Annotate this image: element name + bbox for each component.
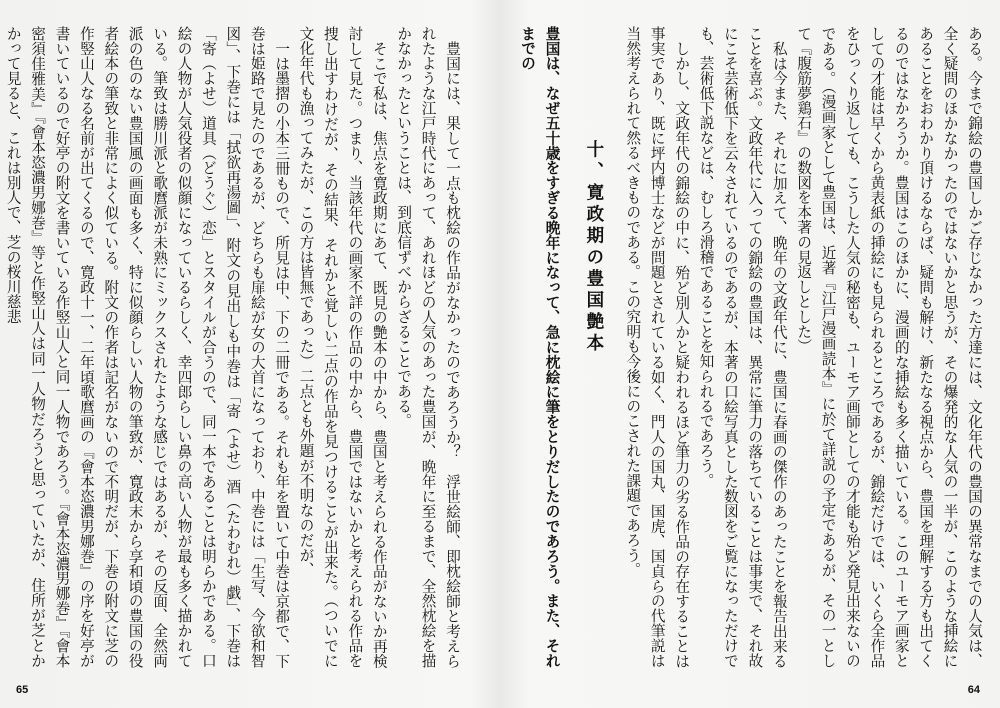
paragraph: 一は墨摺の小本三冊もので、所見は中、下の二冊である。それも年を置いて中巻は京都で、下巻は姫路で見たのであるが、どちらも扉絵が女の大首になっており、中巻には「生写、今欲和智図」、下巻には「拭欲再湯圖」、附文の見出しも中巻は「寄（よせ）酒（たわむれ）戯」、下巻は「寄（よせ）道具（どうぐ）恋」とスタイルが合うので、同一本であることは明らかである。口絵の人物が人気役者の似顔になっているらしく、幸四郎らしい鼻の高い人物が最も多く描かれている。筆致は勝川派と歌麿派が未熟にミックスされたような感じではあるが、その反面、全然両派の色のない豊国風の画面も多く、特に似顔らしい人物の筆致が、寛政末から享和頃の豊国の役者絵本の筆致と非常によく似ている。附文の作者は記名がないので不明だが、下巻の附文に芝の作竪山人なる名前が出てくるので、寛政十一、二年頃歌麿画の『會本恣濃男娜巻』の序を好亭が書いているので好亭の附文を書いている作竪山人と同一人物であろう。『會本恣濃男娜巻』『會本密須佳雅美』『會本恣濃男娜巻』等と作竪山人は同一人物だろうと思っていたが、住所が芝とかかって見ると、これは別人で、芝の桜川慈悲 xyxy=(4,26,291,668)
paragraph: ある。今まで錦絵の豊国しかご存じなかった方達には、文化年代の豊国の異常なまでの人気は、全く疑問のほかなかったのではないかと思うが、その爆発的な人気の一半が、このような挿絵にあることをおわかり頂けるならば、疑問も解け、新たなる視点から、豊国を理解する方も出てくるのではなかろうか。豊国はこのほかに、漫画的な挿絵も多く描いている。このユーモア画家としての才能は早くから黄表紙の挿絵にも見られるところであるが、錦絵だけでは、いくら全作品をひっくり返しても、こうした人気の秘密も、ユーモア画師としての才能も殆ど発見出来ないのである。（漫画家として豊国は、近著『江戸漫画読本』に於て詳説の予定であるが、その一として『腹筋夢鶏石』の数図を本著の見返しとした） xyxy=(795,26,983,668)
paragraph: しかし、文政年代の錦絵の中に、殆ど別人かと疑われるほど筆力の劣る作品の存在することは事実であり、既に坪内博士などが問題とされている如く、門人の国丸、国虎、国貞らの代筆説は当然考えられて然るべきものである。この究明も今後にのこされた課題であろう。 xyxy=(624,26,691,668)
page-number: 65 xyxy=(16,684,29,696)
paragraph: そこで私は、焦点を寛政期にあて、既見の艶本の中から、豊国と考えられる作品がないか再検討して見た。つまり、当該年代の画家不詳の作品の中から、豊国ではないかと考えられる作品を捜し出すわけだが、その結果、それかと覚しい二点の作品を見つけることが出来た。（ついでに文化年代も漁ってみたが、この方は皆無であった）二点とも外題が不明なのだが、 xyxy=(297,26,388,668)
paragraph: 私は今また、それに加えて、晩年の文政年代に、豊国に春画の傑作のあったことを報告出来ることを喜ぶ。文政年代に入っての錦絵の豊国は、異常に筆力の落ちていることは事実で、それ故にこそ芸術低下を云々されているのであるが、本著の口絵写真とした数図をご覧になっただけでも、芸術低下説などは、むしろ滑稽であることを知られるであろう。 xyxy=(697,26,788,668)
section-heading: 十、寛政期の豊国艶本 xyxy=(583,139,604,355)
lead-paragraph: 豊国は、なぜ五十歳をすぎる晩年になって、急に枕絵に筆をとりだしたのであろう。また、それまでの xyxy=(519,26,561,668)
right-page xyxy=(500,0,1000,708)
right-page-text xyxy=(519,26,986,668)
paragraph: 豊国には、果して一点も枕絵の作品がなかったのであろうか？ 浮世絵師、即枕絵師と考えられたような江戸時代にあって、あれほどの人気のあった豊国が、晩年に至るまで、全然枕絵を描かなかったということは、到底信ずべからざることである。 xyxy=(395,26,461,668)
left-page-text xyxy=(4,26,464,668)
page-number: 64 xyxy=(967,684,980,696)
